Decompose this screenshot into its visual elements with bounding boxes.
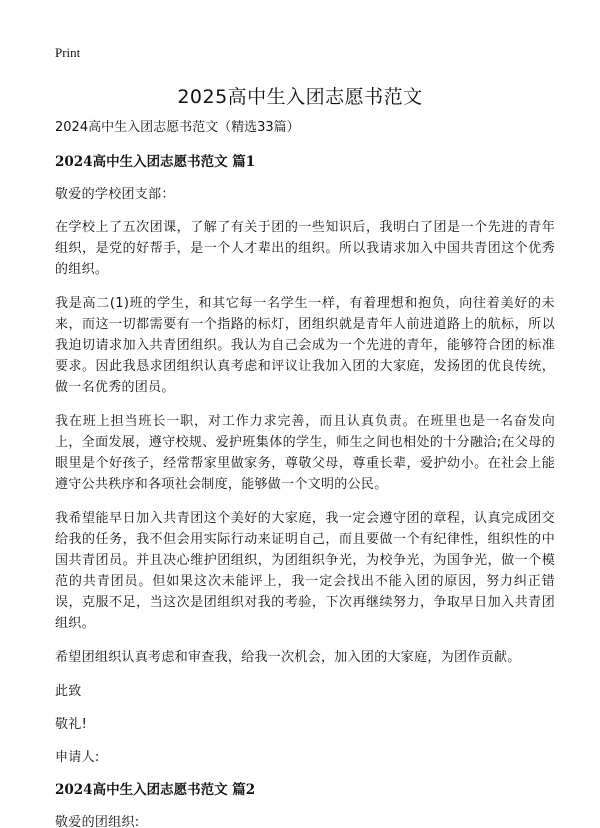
paragraph: 我是高二(1)班的学生，和其它每一名学生一样，有着理想和抱负，向往着美好的未来，而这一切都需要有一个指路的标灯，团组织就是青年人前进道路上的航标，所以我迫切请求加入共青团组织。我认为自己会成为一个先进的青年，能够符合团的标准要求。因此我恳求团组织认真考虑和评议让我加入团的大家庭，发扬团的优良传统，做一名优秀的团员。 — [55, 296, 555, 395]
paragraph: 在学校上了五次团课，了解了有关于团的一些知识后，我明白了团是一个先进的青年组织，是党的好帮手，是一个人才辈出的组织。所以我请求加入中国共青团这个优秀的组织。 — [55, 220, 555, 277]
page-title: 2025高中生入团志愿书范文 — [177, 86, 423, 108]
applicant-label: 申请人: — [55, 750, 100, 765]
salutation-1: 敬爱的学校团支部： — [55, 187, 175, 202]
section-heading-1: 2024高中生入团志愿书范文 篇1 — [55, 154, 256, 170]
closing-jingli: 敬礼! — [55, 717, 88, 732]
document-body — [55, 118, 555, 828]
paragraph: 我在班上担当班长一职，对工作力求完善，而且认真负责。在班里也是一名奋发向上，全面发展，遵守校规、爱护班集体的学生，师生之间也相处的十分融洽;在父母的眼里是个好孩子，经常帮家里做家务，尊敬父母，尊重长辈，爱护幼小。在社会上能遵守公共秩序和各项社会制度，能够做一个文明的公民。 — [55, 414, 555, 492]
document-subtitle: 2024高中生入团志愿书范文（精选33篇） — [55, 120, 300, 135]
closing-cizhi: 此致 — [55, 684, 82, 699]
paragraph: 我希望能早日加入共青团这个美好的大家庭，我一定会遵守团的章程，认真完成团交给我的任务，我不但会用实际行动来证明自己，而且要做一个有纪律性，组织性的中国共青团员。并且决心维护团组织，为团组织争光，为校争光，为国争光，做一个模范的共青团员。但如果这次未能评上，我一定会找出不能入团的原因，努力纠正错误，克服不足，当这次是团组织对我的考验，下次再继续努力，争取早日加入共青团组织。 — [55, 511, 555, 631]
salutation-2: 敬爱的团组织: — [55, 815, 140, 828]
paragraph: 希望团组织认真考虑和审查我，给我一次机会，加入团的大家庭，为团作贡献。 — [55, 650, 521, 665]
section-heading-2: 2024高中生入团志愿书范文 篇2 — [55, 782, 256, 798]
print-link[interactable]: Print — [55, 45, 81, 60]
